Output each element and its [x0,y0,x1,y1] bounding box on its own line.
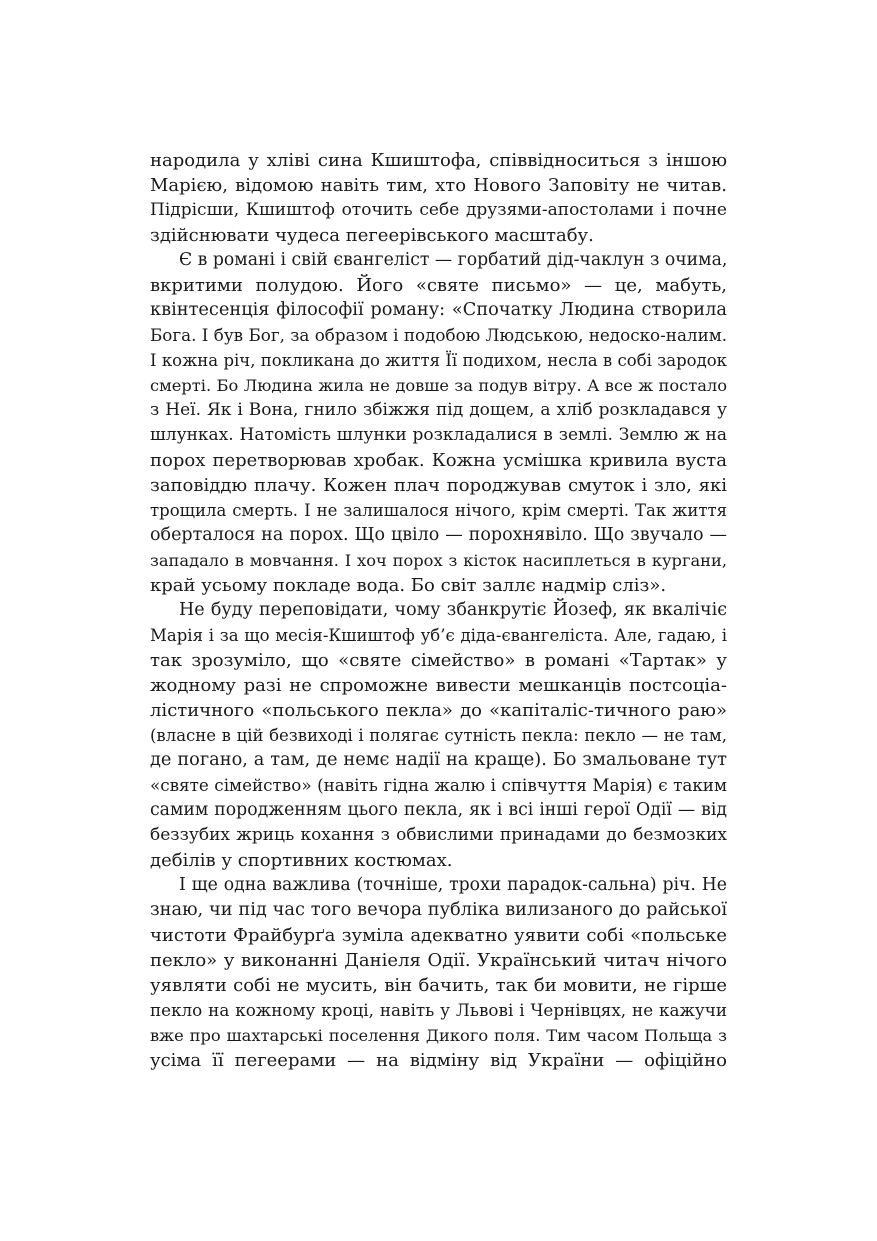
text-line: де погано, а там, де немє надії на краще). Бо змальоване тут [150,750,727,770]
text-line: так зрозуміло, що «святе сімейство» в романі «Тартак» у [150,650,727,671]
text-line: жодному разі не спроможне вивести мешканців постсоціа- [150,675,727,696]
text-line: (власне в цій безвиході і полягає сутність пекла: пекло — не там, [150,726,727,745]
document-page [150,148,727,1073]
text-line: самим породженням цього пекла, як і всі інші герої Одії — від [150,800,727,820]
text-line: усіма її пегеерами — на відміну від України — офіційно [150,1050,727,1071]
text-line: вкритими полудою. Його «святе письмо» — це, мабуть, [150,275,727,296]
text-line: Не буду переповідати, чому збанкрутіє Йозеф, як вкалічіє [179,600,727,620]
text-line: беззубих жриць кохання з обвислими принадами до безмозких [150,825,727,845]
text-line: Підрісши, Кшиштоф оточить себе друзями-апостолами і почне [150,200,727,220]
text-line: Є в романі і свій євангеліст — горбатий дід-чаклун з очима, [179,250,727,270]
text-line: з Неї. Як і Вона, гнило збіжжя під дощем, а хліб розкладався у [150,400,727,420]
text-line: чистоти Фрайбурґа зуміла адекватно уявити собі «польське [150,925,727,946]
text-line: знаю, чи під час того вечора публіка вилизаного до райської [150,900,727,920]
text-line: заповіддю плачу. Кожен плач породжував смуток і зло, які [150,475,727,496]
paragraph-2 [150,248,727,598]
text-line: Марія і за що месія-Кшиштоф уб’є діда-євангеліста. Але, гадаю, і [150,626,727,645]
paragraph-4 [150,873,727,1073]
paragraph-1 [150,148,727,248]
text-line: І кожна річ, покликана до життя Її подихом, несла в собі зародок [150,351,727,370]
text-line: уявляти собі не мусить, він бачить, так би мовити, не гірше [150,975,727,996]
paragraph-3 [150,598,727,873]
text-line: край усьому покладе вода. Бо світ заллє надмір сліз». [150,575,667,596]
text-line: шлунках. Натомість шлунки розкладалися в землі. Землю ж на [150,425,727,445]
text-line: трощила смерть. І не залишалося нічого, крім смерті. Так життя [150,501,727,520]
text-line: «святе сімейство» (навіть гідна жалю і співчуття Марія) є таким [150,775,727,795]
text-line: западало в мовчання. І хоч порох з кісток насиплеться в кургани, [150,551,727,570]
text-line: оберталося на порох. Що цвіло — порохнявіло. Що звучало — [150,525,727,545]
text-line: І ще одна важлива (точніше, трохи парадок-сальна) річ. Не [179,875,727,895]
text-line: Марією, відомою навіть тим, хто Нового Заповіту не читав. [150,175,727,196]
text-line: пекло на кожному кроці, навіть у Львові і Чернівцях, не кажучи [150,1000,727,1020]
text-line: смерті. Бо Людина жила не довше за подув вітру. А все ж постало [150,376,727,395]
text-line: квінтесенція філософії роману: «Спочатку Людина створила [150,300,727,320]
text-line: пекло» у виконанні Даніеля Одії. Український читач нічого [150,950,727,971]
text-line: дебілів у спортивних костюмах. [150,850,453,871]
text-line: народила у хліві сина Кшиштофа, співвідноситься з іншою [150,150,727,171]
text-line: лістичного «польського пекла» до «капіталіс-тичного раю» [150,700,727,721]
text-line: вже про шахтарські поселення Дикого поля. Тим часом Польща з [150,1026,727,1045]
text-line: Бога. І був Бог, за образом і подобою Людською, недоско-налим. [150,325,727,345]
text-line: здійснювати чудеса пегеерівського масштабу. [150,225,594,246]
text-line: порох перетворював хробак. Кожна усмішка кривила вуста [150,450,727,471]
